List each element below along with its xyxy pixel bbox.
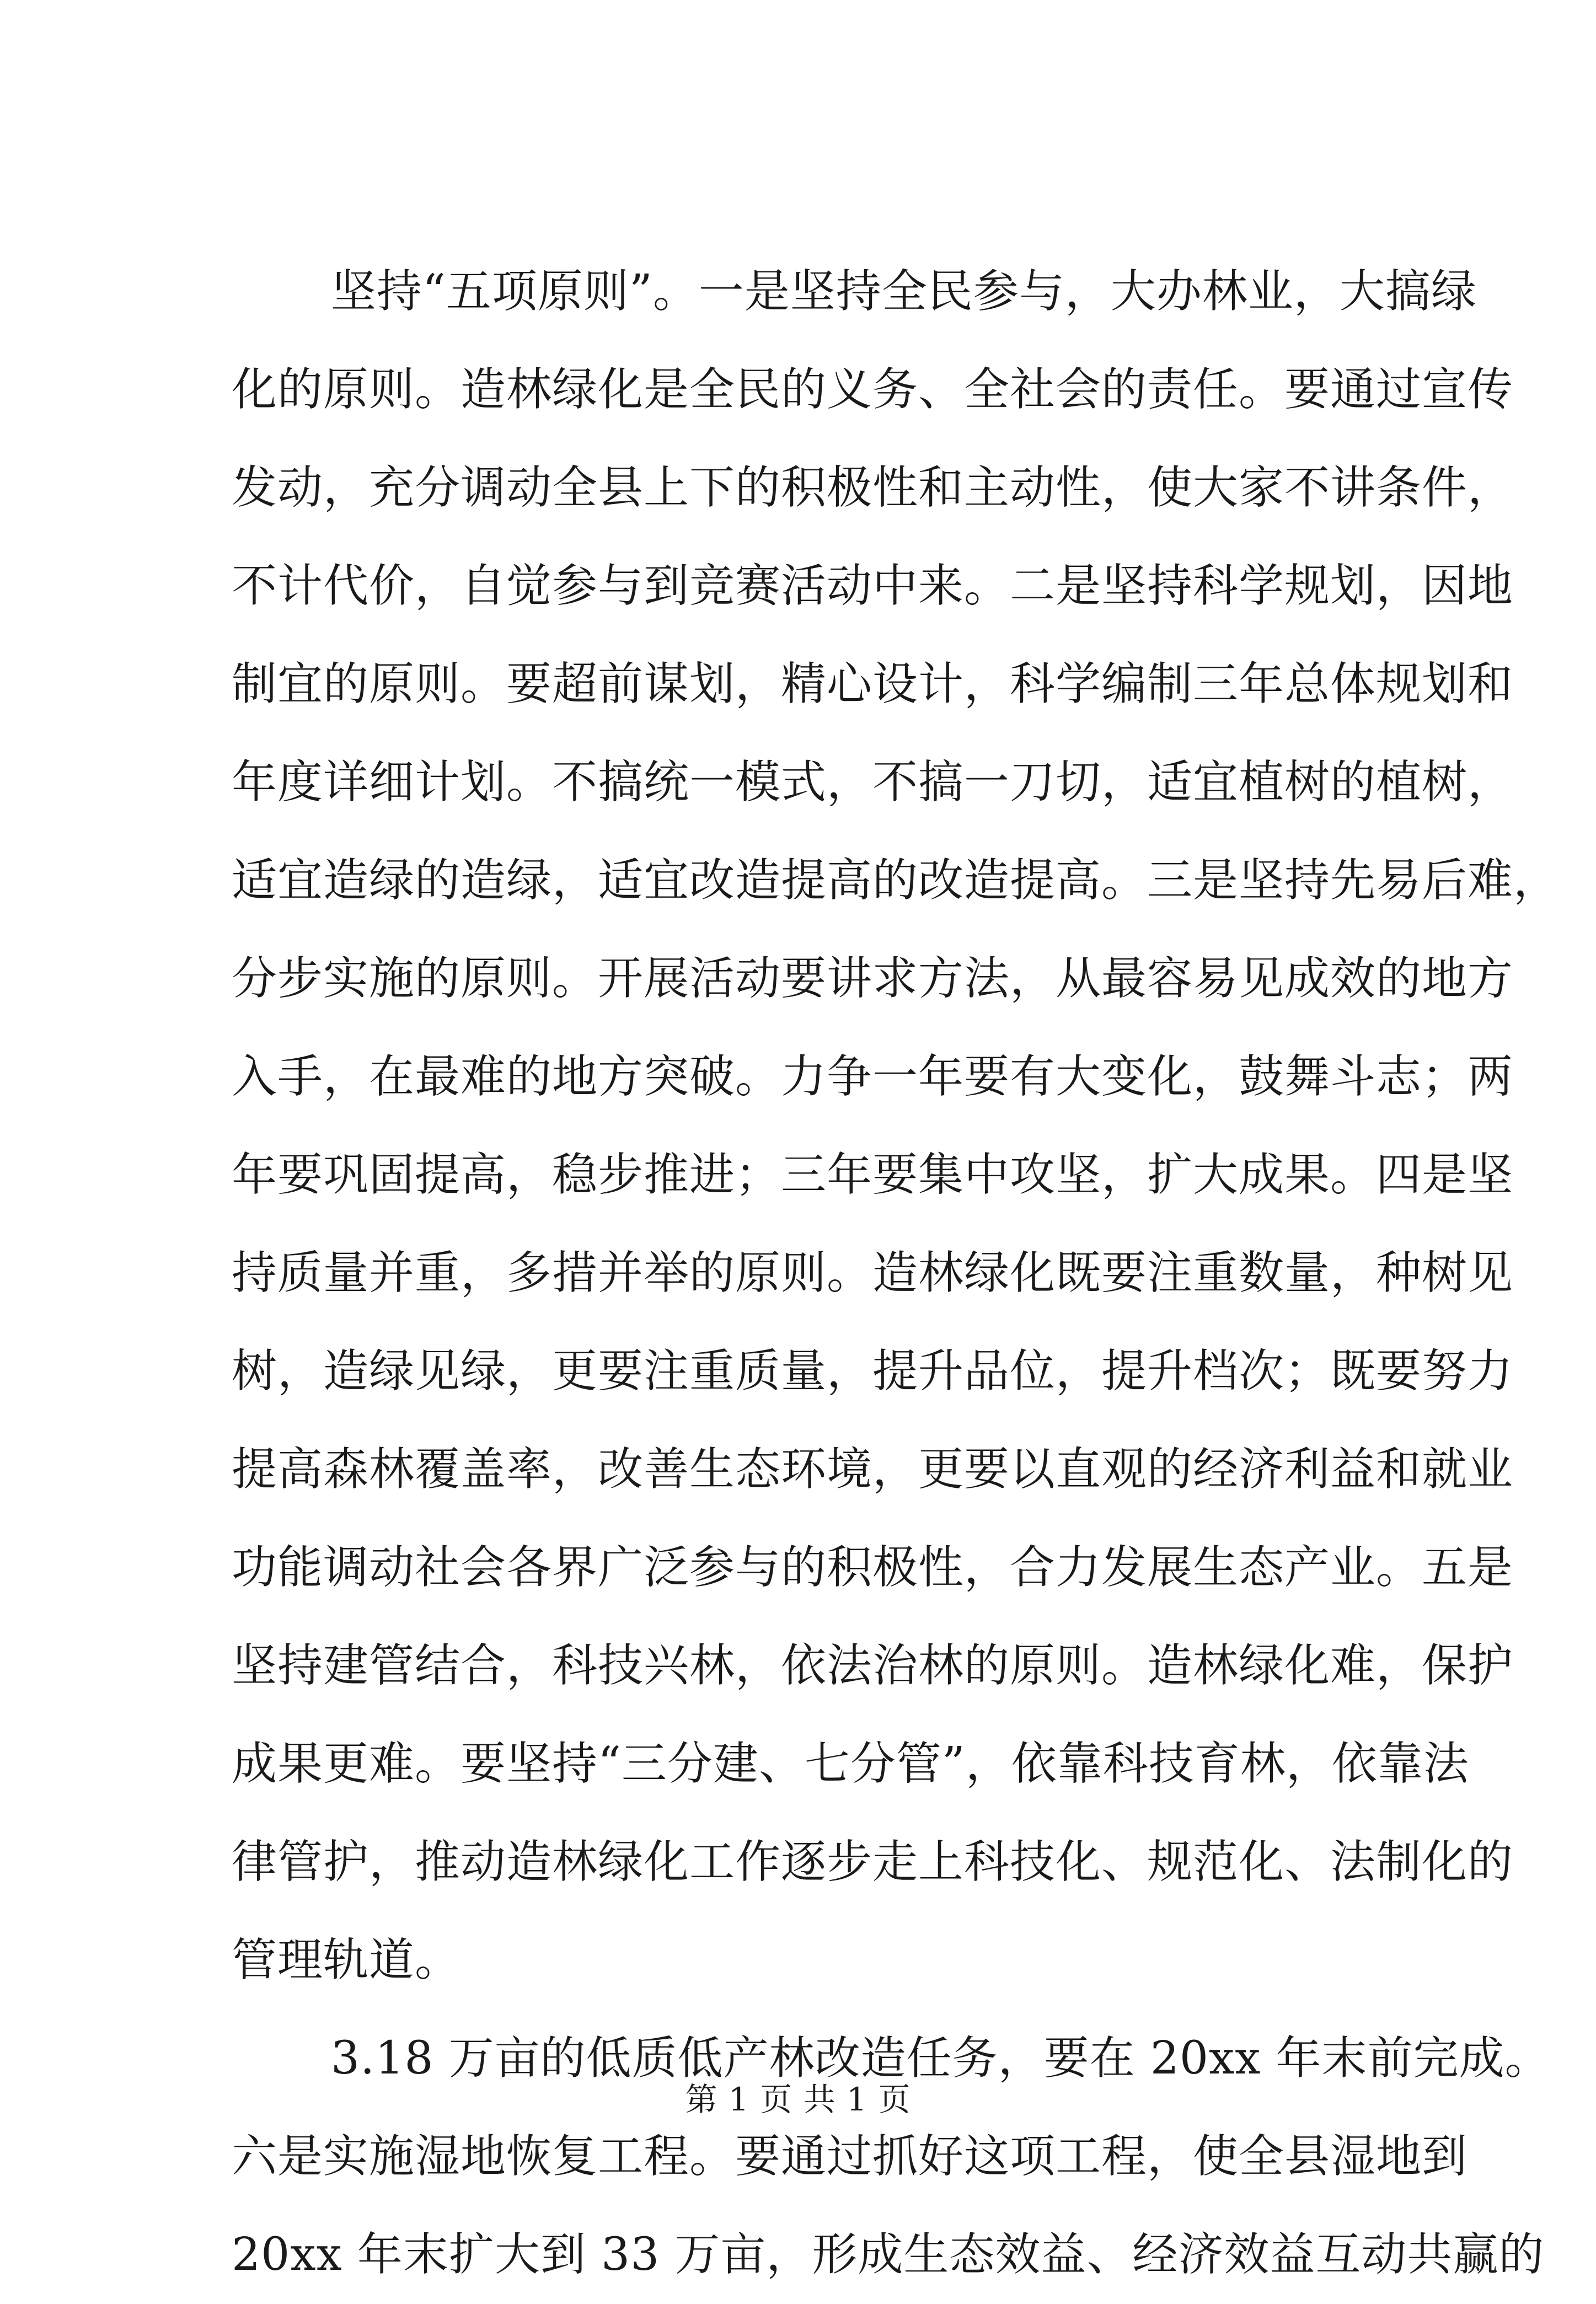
- paragraph-1-line: 成果更难。要坚持“三分建、七分管”，依靠科技育林，依靠法: [232, 1738, 1469, 1790]
- paragraph-1-line: 坚持建管结合，科技兴林，依法治林的原则。造林绿化难，保护: [232, 1639, 1514, 1692]
- paragraph-1-line: 提高森林覆盖率，改善生态环境，更要以直观的经济利益和就业: [232, 1443, 1514, 1496]
- page-number-footer: 第 1 页 共 1 页: [685, 2081, 911, 2118]
- paragraph-1-line: 年要巩固提高，稳步推进；三年要集中攻坚，扩大成果。四是坚: [232, 1149, 1514, 1201]
- paragraph-1-line: 年度详细计划。不搞统一模式，不搞一刀切，适宜植树的植树，: [232, 756, 1514, 808]
- paragraph-1-line: 功能调动社会各界广泛参与的积极性，合力发展生态产业。五是: [232, 1541, 1514, 1594]
- paragraph-1-line: 入手，在最难的地方突破。力争一年要有大变化，鼓舞斗志；两: [232, 1051, 1514, 1103]
- paragraph-1-line: 适宜造绿的造绿，适宜改造提高的改造提高。三是坚持先易后难，: [232, 854, 1560, 907]
- document-body: [232, 243, 1560, 2304]
- paragraph-2-line: 20xx 年末扩大到 33 万亩，形成生态效益、经济效益互动共赢的: [232, 2228, 1545, 2281]
- paragraph-1-line: 持质量并重，多措并举的原则。造林绿化既要注重数量，种树见: [232, 1247, 1514, 1299]
- paragraph-1-line: 坚持“五项原则”。一是坚持全民参与，大办林业，大搞绿: [331, 265, 1477, 318]
- paragraph-1-line: 律管护，推动造林绿化工作逐步走上科技化、规范化、法制化的: [232, 1836, 1514, 1888]
- paragraph-1-last-line: 管理轨道。: [232, 1934, 461, 1986]
- paragraph-1-line: 不计代价，自觉参与到竞赛活动中来。二是坚持科学规划，因地: [232, 560, 1514, 612]
- paragraph-1-line: 分步实施的原则。开展活动要讲求方法，从最容易见成效的地方: [232, 952, 1514, 1005]
- paragraph-2-line: 3.18 万亩的低质低产林改造任务，要在 20xx 年末前完成。: [331, 2032, 1551, 2085]
- paragraph-1-line: 树，造绿见绿，更要注重质量，提升品位，提升档次；既要努力: [232, 1345, 1514, 1397]
- paragraph-1-line: 制宜的原则。要超前谋划，精心设计，科学编制三年总体规划和: [232, 658, 1514, 710]
- paragraph-1-line: 化的原则。造林绿化是全民的义务、全社会的责任。要通过宣传: [232, 363, 1514, 416]
- paragraph-1-line: 发动，充分调动全县上下的积极性和主动性，使大家不讲条件，: [232, 462, 1514, 514]
- paragraph-2-line: 六是实施湿地恢复工程。要通过抓好这项工程，使全县湿地到: [232, 2130, 1468, 2183]
